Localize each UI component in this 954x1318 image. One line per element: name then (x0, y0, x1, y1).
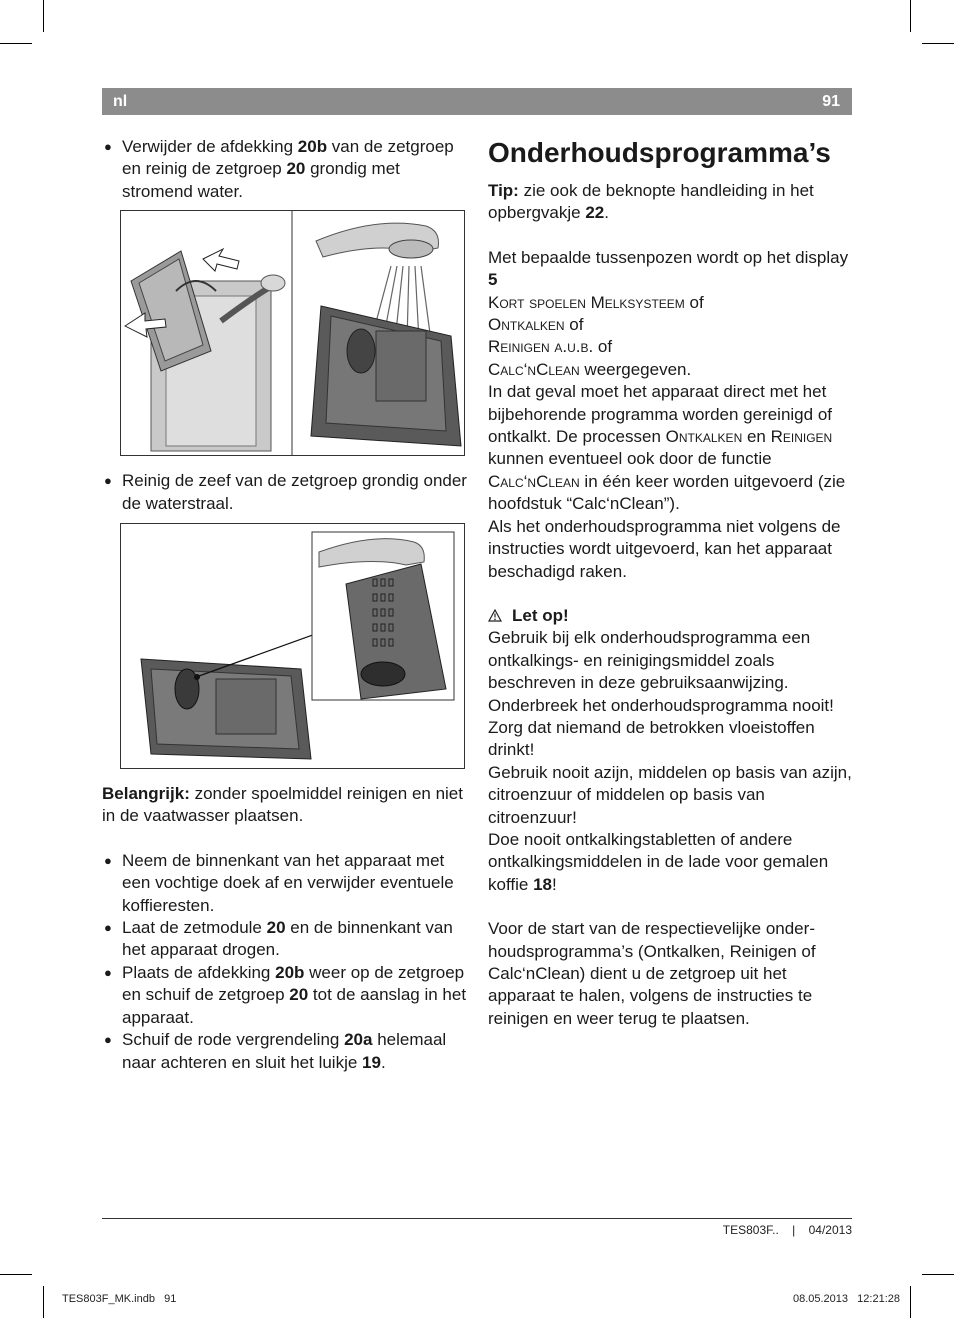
text: Neem de binnenkant van het apparaat met een vochtige doek af en verwijder eventuele koffieresten. (122, 850, 454, 915)
display-message: Reinigen a.u.b. (488, 337, 594, 357)
important-note (102, 783, 467, 828)
paragraph: Als het onderhoudsprogramma niet volgens de instructies wordt uitgevoerd, kan het apparaat beschadigd raken. (488, 516, 841, 581)
paragraph: Onderbreek het onderhoudsprogramma nooit! (488, 695, 834, 715)
paragraph: Zorg dat niemand de betrokken vloeistoffen drinkt! (488, 717, 815, 760)
slug-filename: TES803F_MK.indb 91 (62, 1293, 177, 1305)
ref-number: 22 (585, 203, 605, 223)
text: tot de aanslag in het apparaat. (122, 985, 467, 1027)
warning-label: Let op! (512, 605, 569, 625)
display-message: Calc‘nClean (488, 359, 580, 379)
ref-number: 5 (488, 270, 498, 290)
crop-mark (922, 43, 954, 44)
crop-mark (43, 1286, 44, 1318)
figure-clean-sieve (120, 523, 465, 769)
text: . (604, 203, 609, 223)
paragraph: Gebruik nooit azijn, middelen op basis van azijn, citroenzuur of middelen op basis van citroenzuur! (488, 762, 852, 827)
text: In dat geval moet het apparaat direct met het bijbehorende programma worden gereinigd of ontkalkt. De processen (488, 382, 832, 447)
text: of (564, 315, 584, 335)
edition-date: 04/2013 (808, 1223, 852, 1237)
crop-mark (910, 1286, 911, 1318)
section-title: Onderhoudsprogramma’s (488, 137, 831, 168)
text: weergegeven. (579, 359, 692, 379)
display-messages-paragraph (488, 247, 853, 381)
tip-label: Tip: (488, 181, 519, 200)
ref-number: 20 (289, 985, 309, 1005)
list-item (104, 136, 467, 203)
text: of (684, 292, 704, 312)
list-item (104, 962, 467, 1029)
ref-number: 20b (275, 962, 305, 982)
list-item (104, 1029, 467, 1074)
crop-mark (0, 43, 32, 44)
display-message: Ontkalken (488, 315, 565, 335)
text: Doe nooit ontkalkingstabletten of andere ontkalkingsmiddelen in de lade voor gemalen koffie (488, 829, 829, 894)
text: en (742, 427, 771, 447)
crop-mark (922, 1274, 954, 1275)
text: van de zetgroep en reinig de zetgroep (122, 137, 454, 179)
text: zonder spoelmiddel reinigen en niet in de vaatwasser plaatsen. (102, 784, 463, 826)
text: helemaal naar achteren en sluit het luikje (122, 1030, 447, 1072)
ref-number: 20 (266, 918, 286, 938)
text: ! (551, 874, 557, 894)
page-header (102, 88, 852, 115)
text: weer op de zetgroep en schuif de zetgroep (122, 962, 465, 1005)
left-column (102, 136, 467, 1074)
display-message: Reinigen (770, 427, 833, 447)
text: Verwijder de afdekking (122, 137, 298, 156)
ref-number: 18 (533, 874, 552, 894)
text: zie ook de beknopte handleiding in het opbergvakje (488, 181, 814, 223)
illustration-sieve-under-tap (121, 524, 464, 768)
text: Reinig de zeef van de zetgroep grondig onder de waterstraal. (122, 471, 467, 513)
display-message: Calc‘nClean (488, 471, 580, 491)
warning-heading (488, 605, 853, 627)
ref-number: 20 (286, 159, 306, 179)
paragraph: Voor de start van de respectievelijke onderhoudsprogramma’s (Ontkalken, Reinigen of Calc‘nClean) dient u de zetgroep uit het apparaat te halen, volgens de instructies te reinigen en weer terug te plaatsen. (488, 919, 816, 1028)
crop-mark (0, 1274, 32, 1275)
text: grondig met stromend water. (122, 159, 400, 201)
paragraph (488, 381, 853, 515)
slug-timestamp: 08.05.2013 12:21:28 (792, 1293, 900, 1305)
ref-number: 20a (344, 1030, 373, 1050)
tip-paragraph (488, 180, 853, 225)
illustration-brewing-unit-rinse (121, 211, 464, 455)
footer-rule (102, 1218, 852, 1219)
right-column (488, 136, 853, 1030)
text: en de binnenkant van het apparaat drogen. (122, 918, 453, 960)
list-item (104, 470, 467, 515)
display-message: Kort spoelen Melksysteem (488, 292, 685, 312)
language-code: nl (113, 93, 128, 110)
crop-mark (910, 0, 911, 32)
list-item (104, 850, 467, 917)
model-number: TES803F.. (722, 1223, 779, 1237)
paragraph: Gebruik bij elk onderhoudsprogramma een ontkalkings- en reinigingsmiddel zoals beschreven in deze gebruiksaanwijzing. (488, 628, 811, 693)
text: Plaats de afdekking (122, 962, 276, 982)
separator: | (792, 1223, 796, 1237)
text: Laat de zetmodule (122, 918, 267, 938)
ref-number: 19 (362, 1052, 381, 1072)
paragraph (488, 829, 853, 896)
text: . (380, 1052, 386, 1072)
page-number: 91 (822, 93, 840, 110)
display-message: Ontkalken (665, 427, 743, 447)
figure-remove-cover-rinse (120, 210, 465, 456)
list-item (104, 917, 467, 962)
ref-number: 20b (297, 137, 328, 156)
text: of (593, 337, 613, 357)
text: kunnen eventueel ook door de functie (488, 449, 772, 469)
important-label: Belangrijk: (102, 784, 190, 804)
warning-icon (488, 609, 502, 622)
text: in één keer worden uitgevoerd (zie hoofdstuk “Calc‘nClean”). (488, 471, 846, 514)
text: Met bepaalde tussenpozen wordt op het display (488, 247, 849, 267)
footer-reference (723, 1223, 852, 1237)
crop-mark (43, 0, 44, 32)
text: Schuif de rode vergrendeling (122, 1030, 345, 1050)
